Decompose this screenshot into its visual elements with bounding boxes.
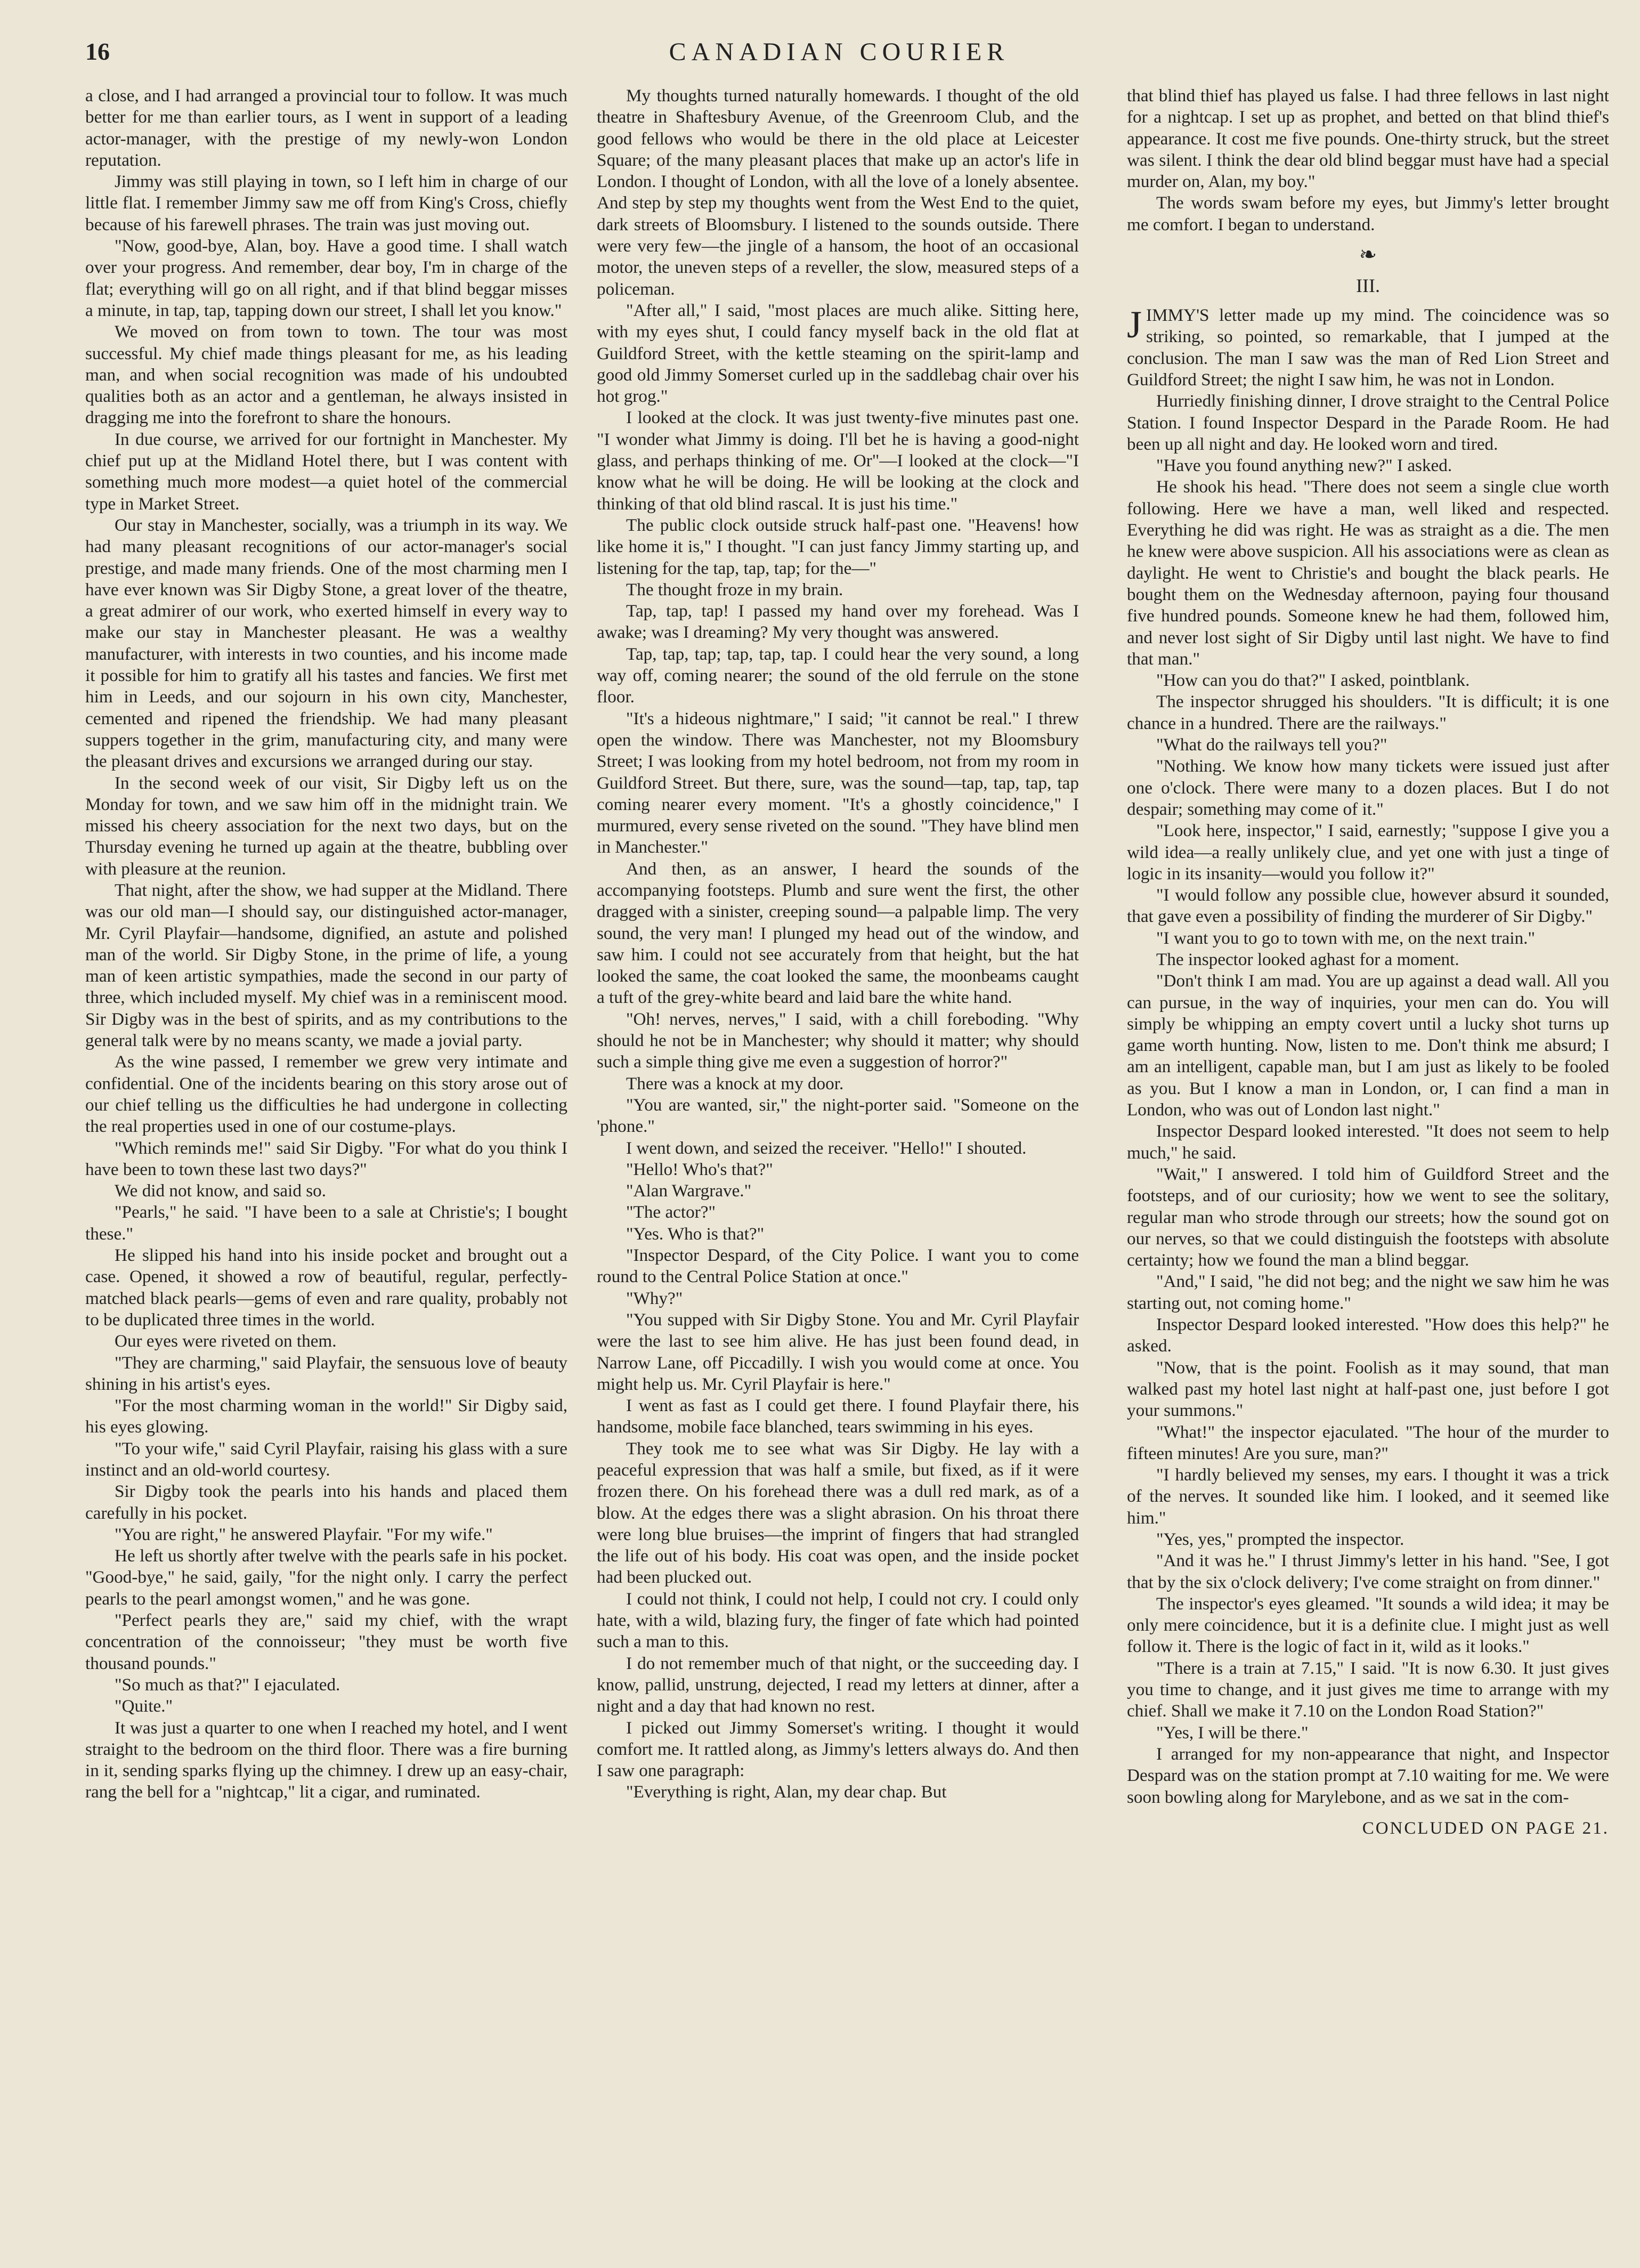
paragraph: a close, and I had arranged a provincial tour to follow. It was much better for me than earlier tours, as I went in support of a leading actor-manager, with the prestige of my newly-won London reputation. [85, 86, 567, 170]
paragraph: "After all," I said, "most places are much alike. Sitting here, with my eyes shut, I could fancy myself back in the old flat at Guildford Street, with the kettle steaming on the spirit-lamp and good old Jimmy Somerset curled up in the saddlebag chair over his hot grog." [597, 300, 1079, 407]
paragraph: "I want you to go to town with me, on the next train." [1156, 928, 1536, 948]
paragraph: "Alan Wargrave." [626, 1181, 752, 1201]
paragraph: "Inspector Despard, of the City Police. I want you to come round to the Central Police Station at once." [597, 1245, 1079, 1287]
paragraph: Our stay in Manchester, socially, was a triumph in its way. We had many pleasant recognitions of our actor-manager's social prestige, and made many friends. One of the most charming men I have ever known was Sir Digby Stone, a great lover of the theatre, a great admirer of our work, who exerted himself in every way to make our stay in Manchester pleasant. He was a wealthy manufacturer, with interests in two counties, and his income made it possible for him to gratify all his tastes and fancies. We first met him in Leeds, and our sojourn in his own city, Manchester, cemented and ripened the friendship. We had many pleasant suppers together in the grim, manufacturing city, and many were the pleasant drives and excursions we arranged during our stay. [85, 515, 567, 772]
article-columns [85, 85, 1609, 2249]
paragraph: Our eyes were riveted on them. [115, 1331, 337, 1351]
column-3-body [1127, 391, 1609, 1808]
paragraph: I arranged for my non-appearance that night, and Inspector Despard was on the station prompt at 7.10 waiting for me. We were soon bowling along for Marylebone, and as we sat in the com- [1127, 1744, 1609, 1807]
paragraph: Inspector Despard looked interested. "How does this help?" he asked. [1127, 1315, 1609, 1356]
paragraph: Sir Digby took the pearls into his hands and placed them carefully in his pocket. [85, 1481, 567, 1523]
paragraph: "To your wife," said Cyril Playfair, raising his glass with a sure instinct and an old-world courtesy. [85, 1438, 567, 1480]
paragraph: "Which reminds me!" said Sir Digby. "For what do you think I have been to town these last two days?" [85, 1138, 567, 1179]
paragraph: "Have you found anything new?" I asked. [1156, 456, 1452, 476]
paragraph: "How can you do that?" I asked, pointblank. [1156, 670, 1470, 691]
paragraph: He left us shortly after twelve with the pearls safe in his pocket. "Good-bye," he said, gaily, "for the night only. I carry the perfect pearls to the pearl amongst women," and he was gone. [85, 1546, 567, 1609]
paragraph: "Everything is right, Alan, my dear chap. But [626, 1782, 947, 1802]
paragraph: "Wait," I answered. I told him of Guildford Street and the footsteps, and of our curiosity; how we went to see the solitary, regular man who strode through our streets; how the sound got on our nerves, so that we could distinguish the footsteps with absolute certainty; how we found the man a blind beggar. [1127, 1164, 1609, 1270]
page-header [85, 37, 1593, 69]
paragraph: that blind thief has played us false. I had three fellows in last night for a nightcap. I set up as prophet, and betted on that blind thief's appearance. It cost me five pounds. One-thirty struck, but the street was silent. I think the dear old blind beggar must have had a special murder on, Alan, my boy." [1127, 86, 1609, 192]
paragraph: We did not know, and said so. [115, 1181, 327, 1201]
paragraph: In the second week of our visit, Sir Digby left us on the Monday for town, and we saw him off in the midnight train. We missed his cheery association for the next two days, but on the Thursday evening he turned up again at the theatre, bubbling over with pleasure at the reunion. [85, 773, 567, 879]
column-2 [597, 85, 1079, 2249]
paragraph: As the wine passed, I remember we grew very intimate and confidential. One of the incidents bearing on this story arose out of our chief telling us the difficulties he had undergone in collecting the real properties used in one of our costume-plays. [85, 1052, 567, 1137]
masthead-title: CANADIAN COURIER [669, 38, 1010, 66]
paragraph: He slipped his hand into his inside pocket and brought out a case. Opened, it showed a row of beautiful, regular, perfectly-matched black pearls—gems of even and rare quality, probably not to be duplicated three times in the world. [85, 1245, 567, 1330]
paragraph: And then, as an answer, I heard the sounds of the accompanying footsteps. Plumb and sure went the first, the other dragged with a sinister, creeping sound—a palpable limp. The very sound, the very man! I plunged my head out of the window, and saw him. I could not see accurately from that height, but the hat looked the same, the coat looked the same, the moonbeams caught a tuft of the grey-white beard and laid bare the white hand. [597, 858, 1079, 1008]
column-3 [1127, 85, 1609, 2249]
paragraph: "You supped with Sir Digby Stone. You and Mr. Cyril Playfair were the last to see him alive. He has just been found dead, in Narrow Lane, off Piccadilly. I wish you would come at once. You might help us. Mr. Cyril Playfair is here." [597, 1309, 1079, 1394]
paragraph: The words swam before my eyes, but Jimmy's letter brought me comfort. I began to understand. [1127, 193, 1609, 234]
paragraph: I went as fast as I could get there. I found Playfair there, his handsome, mobile face blanched, tears swimming in his eyes. [597, 1396, 1079, 1437]
paragraph: He shook his head. "There does not seem a single clue worth following. Here we have a man, well liked and respected. Everything he did was right. He was as straight as a die. The men he knew were above suspicion. All his associations were as clean as daylight. He went to Christie's and bought the black pearls. He bought them on the Wednesday afternoon, paying four thousand five hundred pounds. Someone knew he had them, followed him, and never lost sight of Sir Digby until last night. We have to find that man." [1127, 477, 1609, 669]
paragraph: I went down, and seized the receiver. "Hello!" I shouted. [626, 1138, 1027, 1158]
paragraph: "And it was he." I thrust Jimmy's letter in his hand. "See, I got that by the six o'clock delivery; I've come straight on from dinner." [1127, 1551, 1609, 1592]
paragraph: Inspector Despard looked interested. "It does not seem to help much," he said. [1127, 1121, 1609, 1163]
paragraph: "Yes, yes," prompted the inspector. [1156, 1529, 1404, 1549]
paragraph: "The actor?" [626, 1202, 716, 1222]
paragraph: "And," I said, "he did not beg; and the night we saw him he was starting out, not coming home." [1127, 1271, 1609, 1313]
paragraph: In due course, we arrived for our fortnight in Manchester. My chief put up at the Midland Hotel there, but I was content with something much more modest—a quiet hotel of the commercial type in Market Street. [85, 429, 567, 514]
paragraph: "There is a train at 7.15," I said. "It is now 6.30. It just gives you time to change, and it just gives me time to arrange with my chief. Shall we make it 7.10 on the London Road Station?" [1127, 1658, 1609, 1721]
paragraph: That night, after the show, we had supper at the Midland. There was our old man—I should say, our distinguished actor-manager, Mr. Cyril Playfair—handsome, dignified, an astute and polished man of the world. Sir Digby Stone, in the prime of life, a young man of keen artistic sympathies, made the second in our party of three, which included myself. My chief was in a reminiscent mood. Sir Digby was in the best of spirits, and as my contributions to the general talk were by no means scanty, we made a jovial party. [85, 880, 567, 1051]
section-first-paragraph [1127, 305, 1609, 391]
column-3-opening [1127, 85, 1609, 236]
paragraph: "I hardly believed my senses, my ears. I thought it was a trick of the nerves. It sounded like him. I looked, and it seemed like him." [1127, 1465, 1609, 1528]
paragraph: It was just a quarter to one when I reached my hotel, and I went straight to the bedroom on the third floor. There was a fire burning in it, sending sparks flying up the chimney. I drew up an easy-chair, rang the bell for a "nightcap," lit a cigar, and ruminated. [85, 1718, 567, 1802]
paragraph: "Yes, I will be there." [1156, 1722, 1309, 1743]
paragraph: "Don't think I am mad. You are up against a dead wall. All you can pursue, in the way of inquiries, your men can do. You will simply be whipping an empty covert until a lucky shot turns up game worth hunting. Now, listen to me. Don't think me absurd; I am an intelligent, capable man, but I am just as likely to be fooled as you. But I know a man in London, or, I can find a man in London, who was out of London last night." [1127, 971, 1609, 1120]
paragraph: "Why?" [626, 1288, 683, 1308]
first-paragraph-text: IMMY'S letter made up my mind. The coincidence was so striking, so pointed, so remarkable, that I jumped at the conclusion. The man I saw was the man of Red Lion Street and Guildford Street; the night I saw him, he was not in London. [1127, 305, 1609, 390]
column-1 [85, 85, 567, 2249]
paragraph: "Pearls," he said. "I have been to a sale at Christie's; I bought these." [85, 1202, 567, 1244]
paragraph: "I would follow any possible clue, however absurd it sounded, that gave even a possibility of finding the murderer of Sir Digby." [1127, 885, 1609, 927]
paragraph: Jimmy was still playing in town, so I left him in charge of our little flat. I remember Jimmy saw me off from King's Cross, chiefly because of his farewell phrases. The train was just moving out. [85, 172, 567, 234]
paragraph: I could not think, I could not help, I could not cry. I could only hate, with a wild, blazing fury, the finger of fate which had pointed such a man to this. [597, 1589, 1079, 1652]
paragraph: The inspector shrugged his shoulders. "It is difficult; it is one chance in a hundred. There are the railways." [1127, 692, 1609, 733]
paragraph: "They are charming," said Playfair, the sensuous love of beauty shining in his artist's eyes. [85, 1352, 567, 1394]
paragraph: "Nothing. We know how many tickets were issued just after one o'clock. There were many to a dozen places. But I do not despair; something may come of it." [1127, 756, 1609, 819]
paragraph: "You are wanted, sir," the night-porter said. "Someone on the 'phone." [597, 1095, 1079, 1137]
paragraph: I looked at the clock. It was just twenty-five minutes past one. "I wonder what Jimmy is doing. I'll bet he is having a good-night glass, and perhaps thinking of me. Or"—I looked at the clock—"I know what he will be doing. He will be looking at the clock and thinking of that old blind rascal. It is just his time." [597, 408, 1079, 514]
paragraph: "Now, that is the point. Foolish as it may sound, that man walked past my hotel last night at half-past one, just before I got your summons." [1127, 1357, 1609, 1421]
paragraph: The inspector's eyes gleamed. "It sounds a wild idea; it may be only mere coincidence, but it is a definite clue. I might just as well follow it. There is the logic of fact in it, wild as it looks." [1127, 1593, 1609, 1657]
paragraph: "Look here, inspector," I said, earnestly; "suppose I give you a wild idea—a really unlikely clue, and yet one with just a tinge of logic in its insanity—would you follow it?" [1127, 821, 1609, 884]
paragraph: "Now, good-bye, Alan, boy. Have a good time. I shall watch over your progress. And remember, dear boy, I'm in charge of the flat; everything will go on all right, and if that blind beggar misses a minute, in tap, tap, tapping down our street, I shall let you know." [85, 236, 567, 320]
paragraph: There was a knock at my door. [626, 1073, 844, 1094]
page-number: 16 [85, 38, 110, 65]
paragraph: "Yes. Who is that?" [626, 1224, 765, 1244]
paragraph: "It's a hideous nightmare," I said; "it cannot be real." I threw open the window. There was Manchester, not my Bloomsbury Street; I was looking from my hotel bedroom, not from my room in Guildford Street. But there, sure, was the sound—tap, tap, tap, tap coming nearer every moment. "It's a ghostly coincidence," I murmured, every sense riveted on the sound. "They have blind men in Manchester." [597, 708, 1079, 857]
section-number: III. [1356, 275, 1380, 297]
paragraph: I picked out Jimmy Somerset's writing. I thought it would comfort me. It rattled along, as Jimmy's letters always do. And then I saw one paragraph: [597, 1718, 1079, 1781]
paragraph: "Hello! Who's that?" [626, 1159, 773, 1179]
section-ornament-icon: ❧ [1359, 242, 1377, 267]
paragraph: "You are right," he answered Playfair. "For my wife." [115, 1524, 493, 1544]
paragraph: "Oh! nerves, nerves," I said, with a chill foreboding. "Why should he not be in Manchester; why should it matter; why should such a simple thing give me even a suggestion of horror?" [597, 1009, 1079, 1072]
paragraph: Tap, tap, tap! I passed my hand over my forehead. Was I awake; was I dreaming? My very thought was answered. [597, 601, 1079, 643]
paragraph: "For the most charming woman in the world!" Sir Digby said, his eyes glowing. [85, 1396, 567, 1437]
paragraph: "What!" the inspector ejaculated. "The hour of the murder to fifteen minutes! Are you sure, man?" [1127, 1422, 1609, 1463]
paragraph: "What do the railways tell you?" [1156, 735, 1387, 755]
paragraph: I do not remember much of that night, or the succeeding day. I know, pallid, unstrung, dejected, I read my letters at dinner, after a night and a day that had known no rest. [597, 1653, 1079, 1716]
paragraph: "Perfect pearls they are," said my chief, with the wrapt concentration of the connoisseur; "they must be worth five thousand pounds." [85, 1610, 567, 1673]
continued-notice: CONCLUDED ON PAGE 21. [1362, 1818, 1609, 1838]
paragraph: Hurriedly finishing dinner, I drove straight to the Central Police Station. I found Inspector Despard in the Parade Room. He had been up all night and day. He looked worn and tired. [1127, 391, 1609, 454]
paragraph: Tap, tap, tap; tap, tap, tap. I could hear the very sound, a long way off, coming nearer; the sound of the old ferrule on the stone floor. [597, 644, 1079, 707]
paragraph: "Quite." [115, 1696, 173, 1716]
paragraph: The inspector looked aghast for a moment. [1156, 949, 1459, 969]
paragraph: The public clock outside struck half-past one. "Heavens! how like home it is," I thought. "I can just fancy Jimmy starting up, and listening for the tap, tap, tap; for the—" [597, 515, 1079, 578]
paragraph: The thought froze in my brain. [626, 579, 843, 600]
paragraph: We moved on from town to town. The tour was most successful. My chief made things pleasant for me, as his leading man, and when social recognition was made of his undoubted qualities both as an actor and a gentleman, he always insisted in dragging me into the forefront to share the honours. [85, 322, 567, 428]
paragraph: "So much as that?" I ejaculated. [115, 1674, 340, 1695]
paragraph: My thoughts turned naturally homewards. I thought of the old theatre in Shaftesbury Avenue, of the Greenroom Club, and the good fellows who would be there in the old place at Leicester Square; of the many pleasant places that make up an actor's life in London. I thought of London, with all the love of a lonely absentee. And step by step my thoughts went from the West End to the quiet, dark streets of Bloomsbury. I listened to the sounds outside. There were very few—the jingle of a hansom, the hoot of an occasional motor, the uneven steps of a reveller, the slow, measured steps of a policeman. [597, 86, 1079, 299]
drop-cap: J [1127, 303, 1142, 346]
paragraph: They took me to see what was Sir Digby. He lay with a peaceful expression that was half a smile, but fixed, as if it were frozen there. On his forehead there was a dull red mark, as of a blow. At the edges there was a slight abrasion. On his throat there were long blue bruises—the imprint of fingers that had strangled the life out of his body. His coat was open, and the inside pocket had been plucked out. [597, 1438, 1079, 1587]
